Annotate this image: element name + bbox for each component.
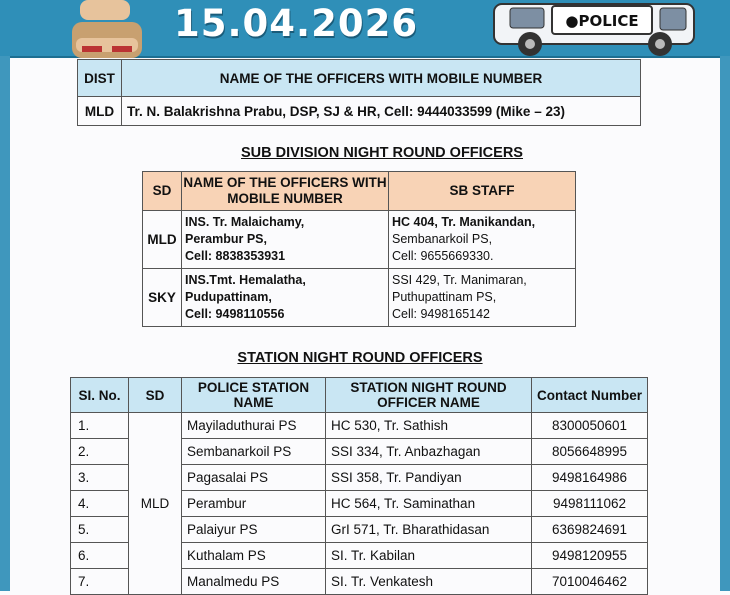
jeep-police-label: ●POLICE [565, 12, 639, 30]
table-row [71, 413, 648, 439]
station-title: STATION NIGHT ROUND OFFICERS [237, 350, 483, 366]
police-station-cell: Sembanarkoil PS [182, 439, 326, 465]
contact-cell: 6369824691 [532, 517, 648, 543]
police-station-cell: Kuthalam PS [182, 543, 326, 569]
sb-line: Puthupattinam PS, [392, 290, 497, 304]
dist-cell: MLD [78, 97, 122, 126]
officer-line: Cell: 9498110556 [185, 307, 285, 321]
contact-header: Contact Number [532, 378, 648, 413]
si-no-cell: 5. [71, 517, 129, 543]
sb-line: Cell: 9498165142 [392, 307, 490, 321]
officer-header: NAME OF THE OFFICERS WITH MOBILE NUMBER [122, 60, 641, 97]
header-banner [0, 0, 730, 58]
sb-staff-cell [389, 211, 576, 269]
sd-cell: MLD [143, 211, 182, 269]
police-station-cell: Palaiyur PS [182, 517, 326, 543]
si-no-cell: 3. [71, 465, 129, 491]
police-station-cell: Perambur [182, 491, 326, 517]
table-row [78, 97, 641, 126]
officer-line: Pudupattinam, [185, 290, 272, 304]
date-title: 15.04.2026 [174, 2, 419, 45]
officer-line: Cell: 8838353931 [185, 249, 286, 263]
police-station-cell: Mayiladuthurai PS [182, 413, 326, 439]
sd-header: SD [129, 378, 182, 413]
officer-line: Perambur PS, [185, 232, 267, 246]
officer-name-cell: SSI 334, Tr. Anbazhagan [326, 439, 532, 465]
district-officer-table [77, 59, 641, 126]
officer-cell: Tr. N. Balakrishna Prabu, DSP, SJ & HR, Cell: 9444033599 (Mike – 23) [122, 97, 641, 126]
police-station-header: POLICE STATION NAME [182, 378, 326, 413]
sb-line: SSI 429, Tr. Manimaran, [392, 273, 527, 287]
officer-line: INS. Tr. Malaichamy, [185, 215, 305, 229]
contact-cell: 9498111062 [532, 491, 648, 517]
sb-staff-cell [389, 269, 576, 327]
officer-name-cell: SI. Tr. Kabilan [326, 543, 532, 569]
sb-line: HC 404, Tr. Manikandan, [392, 215, 536, 229]
officer-name-header: STATION NIGHT ROUND OFFICER NAME [326, 378, 532, 413]
officer-cell [182, 269, 389, 327]
si-no-header: SI. No. [71, 378, 129, 413]
sd-header: SD [143, 172, 182, 211]
si-no-cell: 4. [71, 491, 129, 517]
contact-cell: 9498120955 [532, 543, 648, 569]
officer-name-cell: HC 530, Tr. Sathish [326, 413, 532, 439]
si-no-cell: 7. [71, 569, 129, 595]
police-station-cell: Pagasalai PS [182, 465, 326, 491]
si-no-cell: 2. [71, 439, 129, 465]
officer-line: INS.Tmt. Hemalatha, [185, 273, 306, 287]
contact-cell: 8300050601 [532, 413, 648, 439]
officer-name-cell: GrI 571, Tr. Bharathidasan [326, 517, 532, 543]
officer-name-cell: SSI 358, Tr. Pandiyan [326, 465, 532, 491]
contact-cell: 8056648995 [532, 439, 648, 465]
dist-header: DIST [78, 60, 122, 97]
sub-division-title: SUB DIVISION NIGHT ROUND OFFICERS [241, 145, 523, 161]
si-no-cell: 1. [71, 413, 129, 439]
officer-name-cell: HC 564, Tr. Saminathan [326, 491, 532, 517]
sb-staff-header: SB STAFF [389, 172, 576, 211]
police-station-cell: Manalmedu PS [182, 569, 326, 595]
contact-cell: 9498164986 [532, 465, 648, 491]
sd-cell: SKY [143, 269, 182, 327]
sd-cell: MLD [129, 413, 182, 595]
officer-cell [182, 211, 389, 269]
sub-division-table [142, 171, 576, 327]
police-officer-illustration [62, 0, 152, 58]
station-table [70, 377, 648, 595]
sb-line: Sembanarkoil PS, [392, 232, 493, 246]
page-border-left [0, 56, 10, 591]
officer-name-cell: SI. Tr. Venkatesh [326, 569, 532, 595]
si-no-cell: 6. [71, 543, 129, 569]
police-jeep-illustration [490, 0, 700, 58]
page-border-right [720, 56, 730, 591]
table-row [143, 211, 576, 269]
table-row [143, 269, 576, 327]
officer-header: NAME OF THE OFFICERS WITH MOBILE NUMBER [182, 172, 389, 211]
sb-line: Cell: 9655669330. [392, 249, 494, 263]
contact-cell: 7010046462 [532, 569, 648, 595]
